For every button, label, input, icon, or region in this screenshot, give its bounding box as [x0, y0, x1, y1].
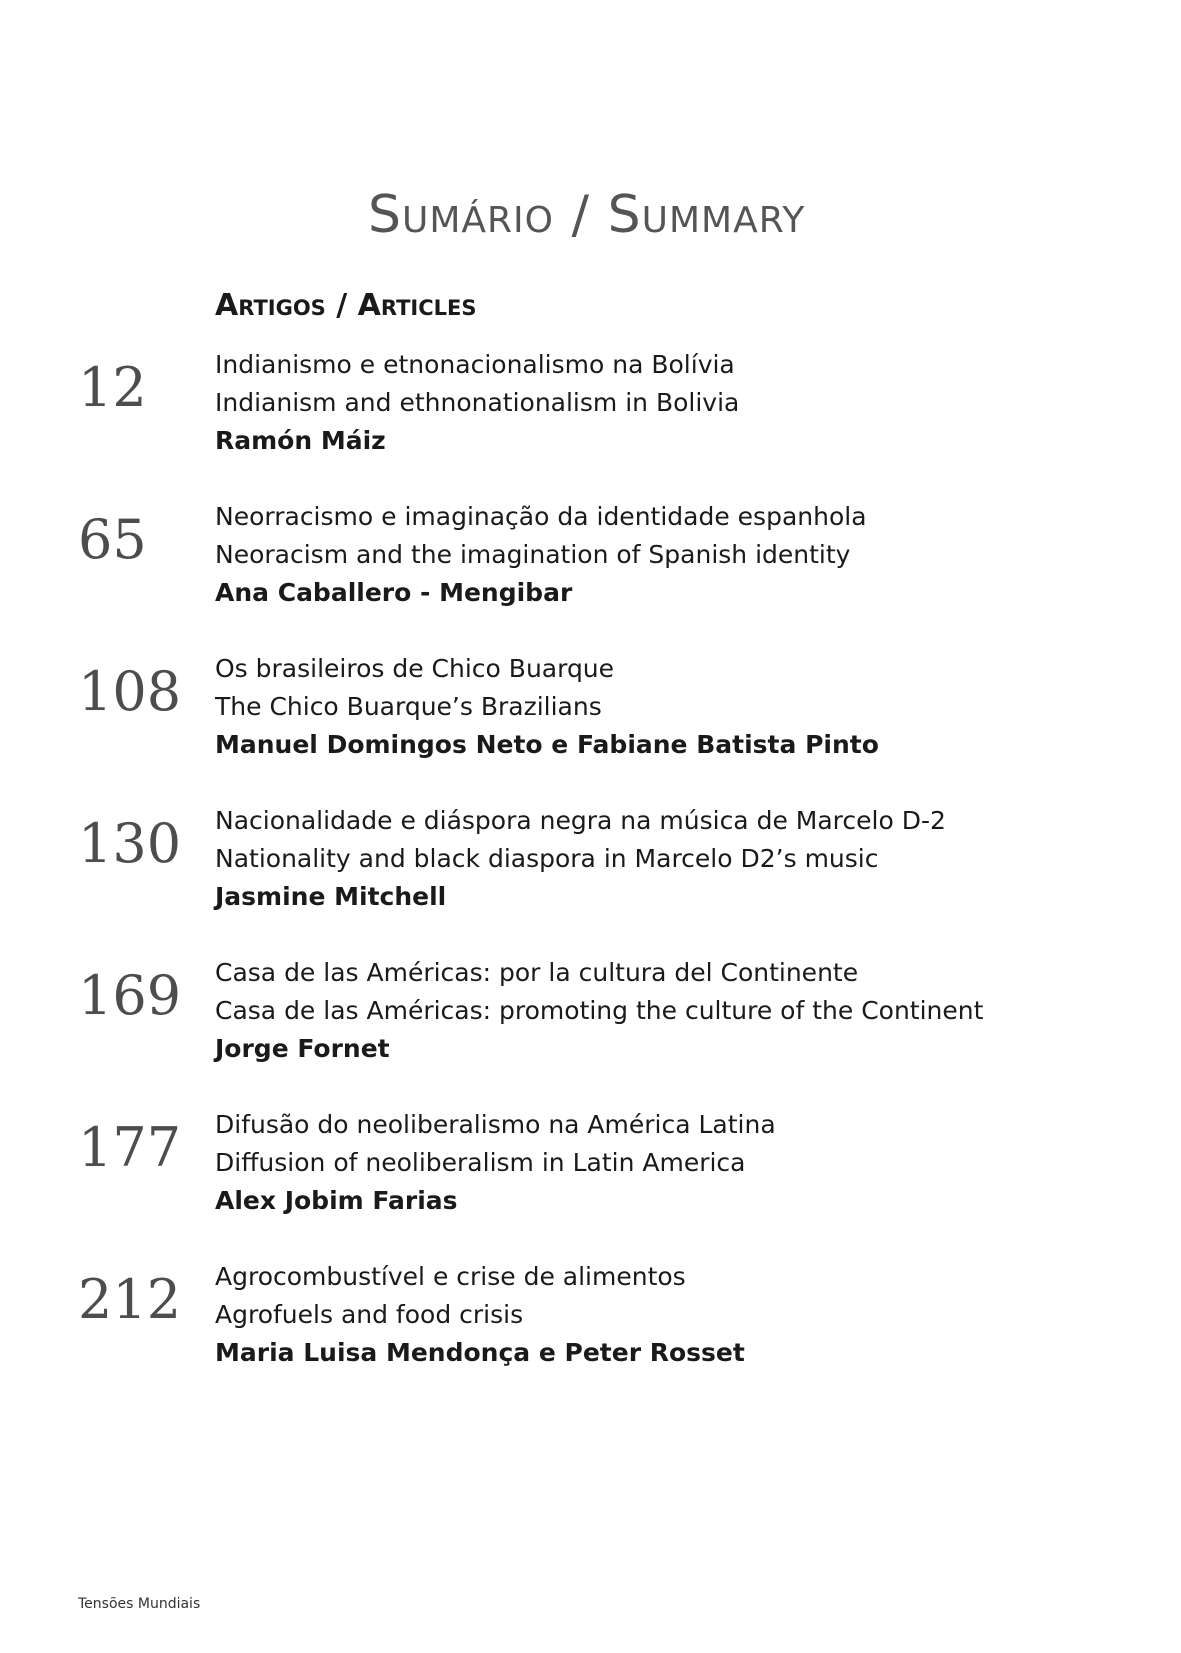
- toc-entry[interactable]: [0, 1106, 1181, 1258]
- article-title-pt: Os brasileiros de Chico Buarque: [215, 654, 615, 683]
- entry-text: [215, 1258, 745, 1372]
- entry-text: [215, 1106, 776, 1220]
- article-title-pt: Nacionalidade e diáspora negra na música de Marcelo D-2: [215, 806, 946, 835]
- article-title-en: Diffusion of neoliberalism in Latin America: [215, 1148, 746, 1177]
- article-title-en: Neoracism and the imagination of Spanish identity: [215, 540, 851, 569]
- page-number: 130: [78, 812, 182, 875]
- toc-entry[interactable]: [0, 802, 1181, 954]
- article-author: Jorge Fornet: [215, 1034, 390, 1063]
- article-author: Manuel Domingos Neto e Fabiane Batista Pinto: [215, 730, 879, 759]
- page-number: 65: [78, 508, 147, 571]
- article-title-en: Agrofuels and food crisis: [215, 1300, 524, 1329]
- article-title-en: Indianism and ethnonationalism in Bolivia: [215, 388, 740, 417]
- toc-entry[interactable]: [0, 498, 1181, 650]
- article-author: Ramón Máiz: [215, 426, 386, 455]
- entry-text: [215, 346, 739, 460]
- article-title-pt: Agrocombustível e crise de alimentos: [215, 1262, 686, 1291]
- entry-text: [215, 802, 946, 916]
- article-author: Maria Luisa Mendonça e Peter Rosset: [215, 1338, 745, 1367]
- article-title-pt: Indianismo e etnonacionalismo na Bolívia: [215, 350, 735, 379]
- toc-entry[interactable]: [0, 954, 1181, 1106]
- page-number: 12: [78, 356, 147, 419]
- page-title: Sumário / Summary: [368, 184, 806, 245]
- article-author: Ana Caballero - Mengibar: [215, 578, 573, 607]
- article-title-pt: Difusão do neoliberalismo na América Latina: [215, 1110, 776, 1139]
- article-author: Alex Jobim Farias: [215, 1186, 458, 1215]
- toc-entry[interactable]: [0, 650, 1181, 802]
- toc-entry[interactable]: [0, 1258, 1181, 1410]
- page-number: 108: [78, 660, 182, 723]
- entry-text: [215, 954, 983, 1068]
- footer-journal-name: Tensões Mundiais: [78, 1596, 201, 1612]
- toc-entry[interactable]: [0, 346, 1181, 498]
- article-title-pt: Casa de las Américas: por la cultura del Continente: [215, 958, 859, 987]
- entry-text: [215, 498, 867, 612]
- page-number: 169: [78, 964, 182, 1027]
- article-author: Jasmine Mitchell: [215, 882, 447, 911]
- entry-text: [215, 650, 879, 764]
- article-title-en: Casa de las Américas: promoting the culture of the Continent: [215, 996, 984, 1025]
- article-title-en: Nationality and black diaspora in Marcelo D2’s music: [215, 844, 879, 873]
- table-of-contents: [0, 346, 1181, 1410]
- page-number: 177: [78, 1116, 182, 1179]
- article-title-en: The Chico Buarque’s Brazilians: [215, 692, 602, 721]
- section-heading: Artigos / Articles: [215, 287, 477, 323]
- article-title-pt: Neorracismo e imaginação da identidade espanhola: [215, 502, 867, 531]
- page-number: 212: [78, 1268, 182, 1331]
